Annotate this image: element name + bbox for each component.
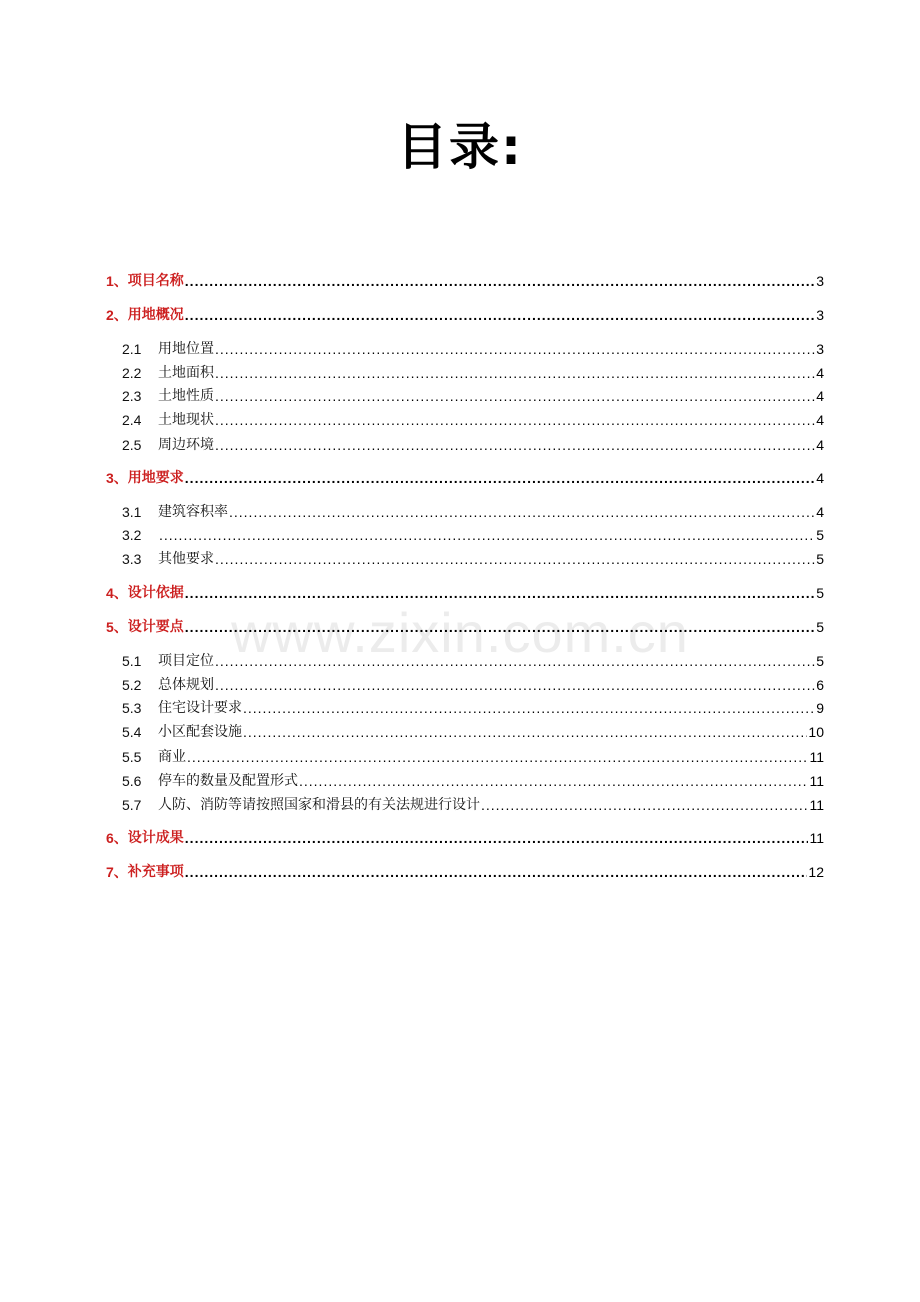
toc-title: 土地面积	[158, 365, 214, 381]
toc-leader-dots	[215, 436, 815, 454]
toc-title: 土地性质	[158, 388, 214, 404]
toc-leader-dots	[481, 796, 808, 814]
page-title: 目录:	[397, 118, 523, 176]
toc-leader-dots	[215, 411, 815, 429]
toc-page-number: 12	[808, 864, 824, 880]
toc-entry[interactable]	[106, 859, 824, 881]
toc-number: 3、	[106, 470, 128, 486]
toc-number: 2.1	[122, 341, 142, 357]
toc-page-number: 4	[816, 365, 824, 381]
toc-entry[interactable]	[106, 614, 824, 636]
toc-title: 商业	[158, 749, 186, 765]
toc-entry[interactable]	[106, 580, 824, 602]
toc-entry[interactable]	[106, 672, 824, 694]
toc-number: 7、	[106, 864, 128, 880]
toc-page-number: 5	[816, 551, 824, 567]
toc-page-number: 4	[816, 437, 824, 453]
toc-leader-dots	[185, 306, 815, 324]
toc-title: 用地要求	[127, 470, 184, 486]
toc-number: 5.5	[122, 749, 142, 765]
toc-entry[interactable]	[106, 695, 824, 717]
toc-leader-dots	[215, 550, 815, 568]
toc-page-number: 5	[816, 619, 824, 635]
toc-leader-dots	[243, 723, 807, 741]
toc-leader-dots	[215, 676, 815, 694]
toc-leader-dots	[185, 584, 815, 602]
toc-number: 3.3	[122, 551, 142, 567]
toc-number: 6、	[106, 830, 128, 846]
toc-number: 2.5	[122, 437, 142, 453]
toc-entry[interactable]	[106, 499, 824, 521]
toc-entry[interactable]	[106, 383, 824, 405]
toc-leader-dots	[185, 272, 815, 290]
toc-title: 其他要求	[158, 551, 214, 567]
toc-leader-dots	[185, 863, 808, 881]
toc-number: 5.7	[122, 797, 142, 813]
toc-title: 设计依据	[127, 585, 184, 601]
toc-entry[interactable]	[106, 407, 824, 429]
toc-title: 项目名称	[127, 273, 184, 289]
toc-number: 2.4	[122, 412, 142, 428]
toc-title: 住宅设计要求	[158, 700, 242, 716]
toc-leader-dots	[187, 748, 808, 766]
toc-entry[interactable]	[106, 302, 824, 324]
toc-page-number: 6	[816, 677, 824, 693]
toc-title: 小区配套设施	[158, 724, 242, 740]
toc-entry[interactable]	[106, 648, 824, 670]
toc-page-number: 9	[816, 700, 824, 716]
toc-title: 设计成果	[127, 830, 184, 846]
toc-number: 5.1	[122, 653, 142, 669]
toc-title: 建筑容积率	[158, 504, 228, 520]
toc-entry[interactable]	[106, 465, 824, 487]
toc-number: 2.3	[122, 388, 142, 404]
toc-title: 周边环境	[158, 437, 214, 453]
toc-entry[interactable]	[106, 336, 824, 358]
watermark: www.zixin.com.cn	[231, 601, 689, 664]
table-of-contents	[106, 0, 824, 1302]
toc-title: 项目定位	[158, 653, 214, 669]
toc-page-number: 10	[808, 724, 824, 740]
toc-number: 3.2	[122, 527, 142, 543]
toc-number: 1、	[106, 273, 128, 289]
toc-page-number: 11	[809, 749, 824, 765]
toc-title: 人防、消防等请按照国家和滑县的有关法规进行设计	[158, 797, 480, 813]
toc-entry[interactable]	[106, 825, 824, 847]
toc-leader-dots	[299, 772, 808, 790]
toc-leader-dots	[215, 387, 815, 405]
toc-entry[interactable]	[106, 522, 824, 544]
toc-page-number: 11	[809, 797, 824, 813]
toc-page-number: 4	[816, 470, 824, 486]
toc-page-number: 5	[816, 585, 824, 601]
toc-number: 2、	[106, 307, 128, 323]
toc-leader-dots	[215, 652, 815, 670]
toc-title: 总体规划	[158, 677, 214, 693]
toc-number: 2.2	[122, 365, 142, 381]
toc-leader-dots	[185, 469, 815, 487]
toc-page-number: 4	[816, 412, 824, 428]
toc-number: 5.4	[122, 724, 142, 740]
toc-leader-dots	[185, 618, 815, 636]
toc-entry[interactable]	[106, 360, 824, 382]
toc-page-number: 5	[816, 527, 824, 543]
toc-page-number: 3	[816, 273, 824, 289]
toc-entry[interactable]	[106, 768, 824, 790]
toc-entry[interactable]	[106, 432, 824, 454]
toc-title: 补充事项	[127, 864, 184, 880]
toc-page-number: 3	[816, 341, 824, 357]
toc-title: 停车的数量及配置形式	[158, 773, 298, 789]
toc-page-number: 3	[816, 307, 824, 323]
toc-title: 设计要点	[127, 619, 184, 635]
toc-leader-dots	[185, 829, 809, 847]
toc-page-number: 4	[816, 388, 824, 404]
toc-leader-dots	[215, 340, 815, 358]
toc-number: 4、	[106, 585, 128, 601]
toc-number: 5.2	[122, 677, 142, 693]
toc-title: 用地位置	[158, 341, 214, 357]
toc-entry[interactable]	[106, 546, 824, 568]
toc-leader-dots	[229, 503, 815, 521]
toc-page-number: 5	[816, 653, 824, 669]
toc-leader-dots	[159, 526, 815, 544]
toc-page-number: 11	[809, 773, 824, 789]
toc-number: 3.1	[122, 504, 142, 520]
toc-entry[interactable]	[106, 744, 824, 766]
toc-title: 土地现状	[158, 412, 214, 428]
toc-entry[interactable]	[106, 719, 824, 741]
toc-leader-dots	[215, 364, 815, 382]
toc-number: 5、	[106, 619, 128, 635]
toc-number: 5.3	[122, 700, 142, 716]
toc-leader-dots	[243, 699, 815, 717]
toc-page-number: 11	[809, 830, 824, 846]
toc-page-number: 4	[816, 504, 824, 520]
toc-entry[interactable]	[106, 792, 824, 814]
toc-number: 5.6	[122, 773, 142, 789]
toc-title: 用地概况	[127, 307, 184, 323]
toc-entry[interactable]	[106, 268, 824, 290]
